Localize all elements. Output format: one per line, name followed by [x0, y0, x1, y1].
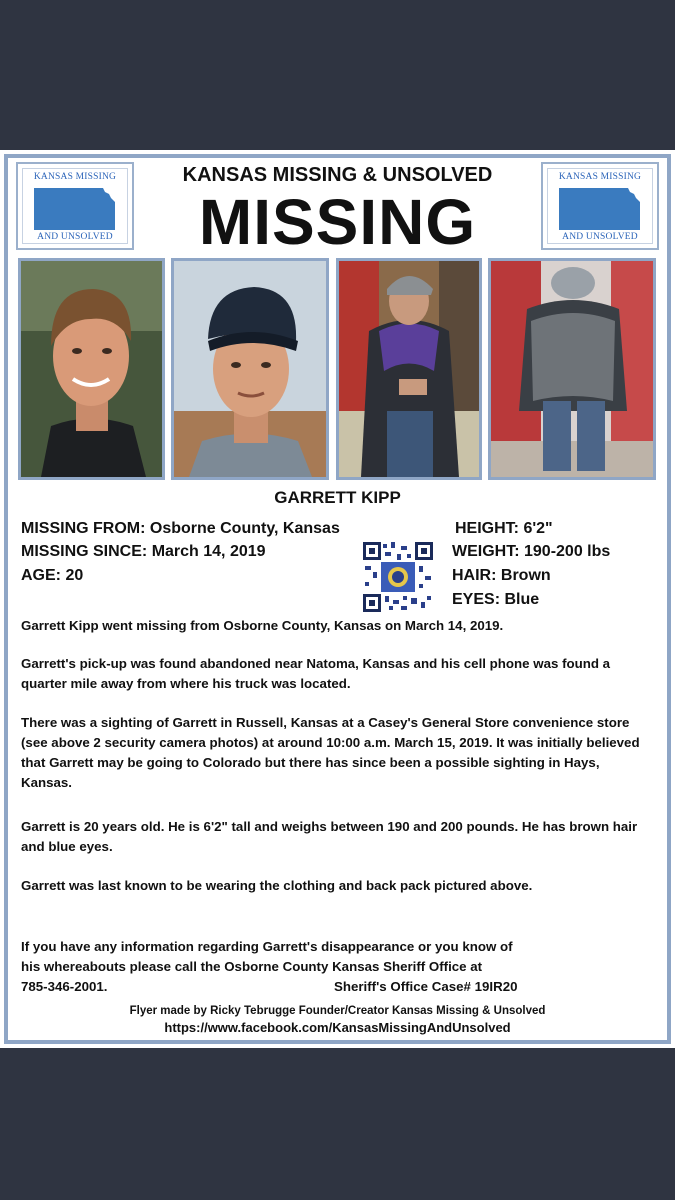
photo-cap-portrait [171, 258, 329, 480]
paragraph-4: Garrett is 20 years old. He is 6'2" tall and weighs between 190 and 200 pounds. He has brown hair and blue eyes. [21, 819, 638, 854]
eyes-value: Blue [504, 591, 540, 608]
age-row [21, 567, 83, 585]
missing-banner: MISSING [198, 186, 477, 258]
photo-smiling-portrait [18, 258, 165, 480]
paragraph-5: Garrett was last known to be wearing the clothing and back pack pictured above. [21, 878, 533, 893]
contact-line-2: his whereabouts please call the Osborne County Kansas Sheriff Office at [21, 959, 483, 974]
contact-block [21, 937, 653, 997]
kansas-logo-left [16, 162, 134, 250]
missing-from-row [21, 520, 340, 538]
kansas-logo-right [541, 162, 659, 250]
age-label: AGE: [21, 567, 61, 584]
facebook-link[interactable]: https://www.facebook.com/KansasMissingAndUnsolved [164, 1020, 511, 1035]
photo-security-camera-back [488, 258, 656, 480]
weight-value: 190-200 lbs [524, 543, 611, 560]
height-label: HEIGHT: [455, 520, 519, 537]
logo-bottom-text: AND UNSOLVED [37, 232, 113, 242]
logo-top-text: KANSAS MISSING [33, 172, 117, 182]
eyes-label: EYES: [452, 591, 501, 608]
sheriff-phone[interactable]: 785-346-2001. [21, 979, 108, 994]
organization-title: KANSAS MISSING & UNSOLVED [182, 164, 493, 186]
logo-bottom-text: AND UNSOLVED [562, 232, 638, 242]
hair-value: Brown [500, 567, 551, 584]
height-value: 6'2" [523, 520, 553, 537]
age-value: 20 [65, 567, 84, 584]
eyes-row [452, 591, 539, 609]
missing-flyer [0, 150, 675, 1048]
kansas-map-icon [558, 186, 642, 232]
missing-from-value: Osborne County, Kansas [149, 520, 340, 537]
photo-security-camera-front [336, 258, 482, 480]
weight-label: WEIGHT: [452, 543, 520, 560]
hair-row [452, 567, 551, 585]
flyer-credit: Flyer made by Ricky Tebrugge Founder/Creator Kansas Missing & Unsolved [129, 1005, 546, 1017]
paragraph-3: There was a sighting of Garrett in Russell, Kansas at a Casey's General Store convenience store (see above 2 security camera photos) at around 10:00 a.m. March 15, 2019. It was initially believed that Garrett may be going to Colorado but there has since been a possible sighting in Hays, Kansas. [21, 715, 640, 790]
person-name: GARRETT KIPP [274, 488, 401, 507]
kansas-map-icon [33, 186, 117, 232]
missing-from-label: MISSING FROM: [21, 520, 146, 537]
qr-code[interactable] [361, 540, 435, 614]
hair-label: HAIR: [452, 567, 497, 584]
height-row [455, 520, 553, 538]
paragraph-1: Garrett Kipp went missing from Osborne County, Kansas on March 14, 2019. [21, 618, 504, 633]
contact-line-1: If you have any information regarding Garrett's disappearance or you know of [21, 939, 513, 954]
missing-since-row [21, 543, 266, 561]
case-number: Sheriff's Office Case# 19IR20 [334, 979, 518, 994]
missing-since-value: March 14, 2019 [151, 543, 266, 560]
weight-row [452, 543, 610, 561]
logo-top-text: KANSAS MISSING [558, 172, 642, 182]
missing-since-label: MISSING SINCE: [21, 543, 148, 560]
paragraph-2: Garrett's pick-up was found abandoned near Natoma, Kansas and his cell phone was found a quarter mile away from where his truck was located. [21, 656, 611, 691]
